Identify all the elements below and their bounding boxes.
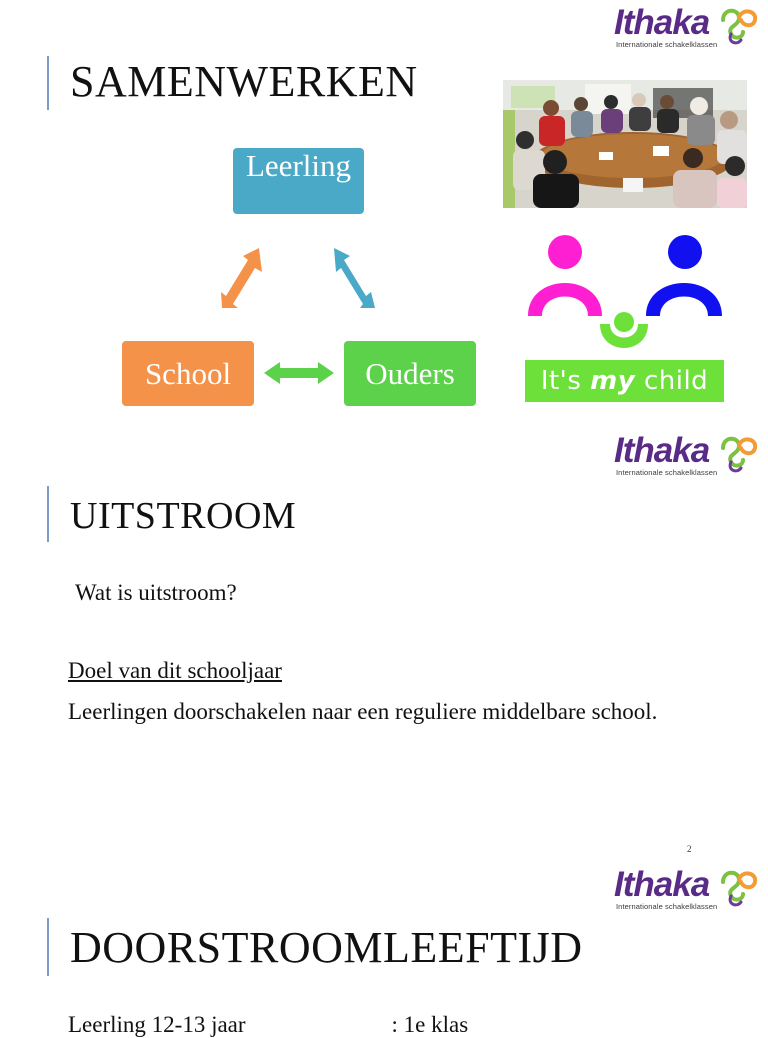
diagram-box-ouders: Ouders	[344, 341, 476, 406]
banner-prefix: It's	[540, 366, 591, 396]
page-number: 2	[687, 844, 692, 854]
slide-title: UITSTROOM	[70, 495, 297, 537]
arrow-school-leerling	[221, 248, 262, 308]
ithaka-logo	[614, 4, 764, 56]
slide-doorstroomleeftijd	[0, 864, 768, 1037]
arrow-leerling-ouders	[334, 248, 375, 308]
title-accent-bar	[47, 56, 49, 110]
doel-heading: Doel van dit schooljaar	[68, 658, 282, 683]
row-left: Leerling 12-13 jaar	[68, 1012, 246, 1037]
ithaka-logo	[614, 866, 764, 918]
banner-emphasis: my	[590, 366, 636, 396]
its-my-child-banner	[525, 360, 724, 402]
ithaka-emblem-icon	[717, 434, 759, 474]
slide-title: DOORSTROOMLEEFTIJD	[70, 923, 583, 972]
diagram-box-leerling: Leerling	[233, 148, 364, 214]
meeting-photo	[503, 80, 747, 208]
logo-tagline: Internationale schakelklassen	[616, 902, 718, 911]
title-accent-bar	[47, 486, 49, 542]
ithaka-emblem-icon	[717, 868, 759, 908]
uitstroom-question: Wat is uitstroom?	[75, 580, 237, 605]
row-right: : 1e klas	[391, 1012, 469, 1037]
logo-wordmark: Ithaka	[614, 865, 710, 904]
banner-suffix: child	[635, 366, 709, 396]
slide-samenwerken	[0, 0, 768, 432]
ithaka-emblem-icon	[717, 6, 759, 46]
diagram-box-school: School	[122, 341, 254, 406]
ithaka-logo	[614, 432, 764, 484]
slide-uitstroom	[0, 432, 768, 864]
title-accent-bar	[47, 918, 49, 976]
slide-title: SAMENWERKEN	[70, 57, 418, 106]
logo-tagline: Internationale schakelklassen	[616, 468, 718, 477]
arrow-school-ouders	[264, 362, 334, 384]
leeftijd-row	[68, 1012, 468, 1038]
logo-wordmark: Ithaka	[614, 3, 710, 42]
logo-tagline: Internationale schakelklassen	[616, 40, 718, 49]
doel-body: Leerlingen doorschakelen naar een reguliere middelbare school.	[68, 699, 658, 724]
logo-wordmark: Ithaka	[614, 431, 710, 470]
